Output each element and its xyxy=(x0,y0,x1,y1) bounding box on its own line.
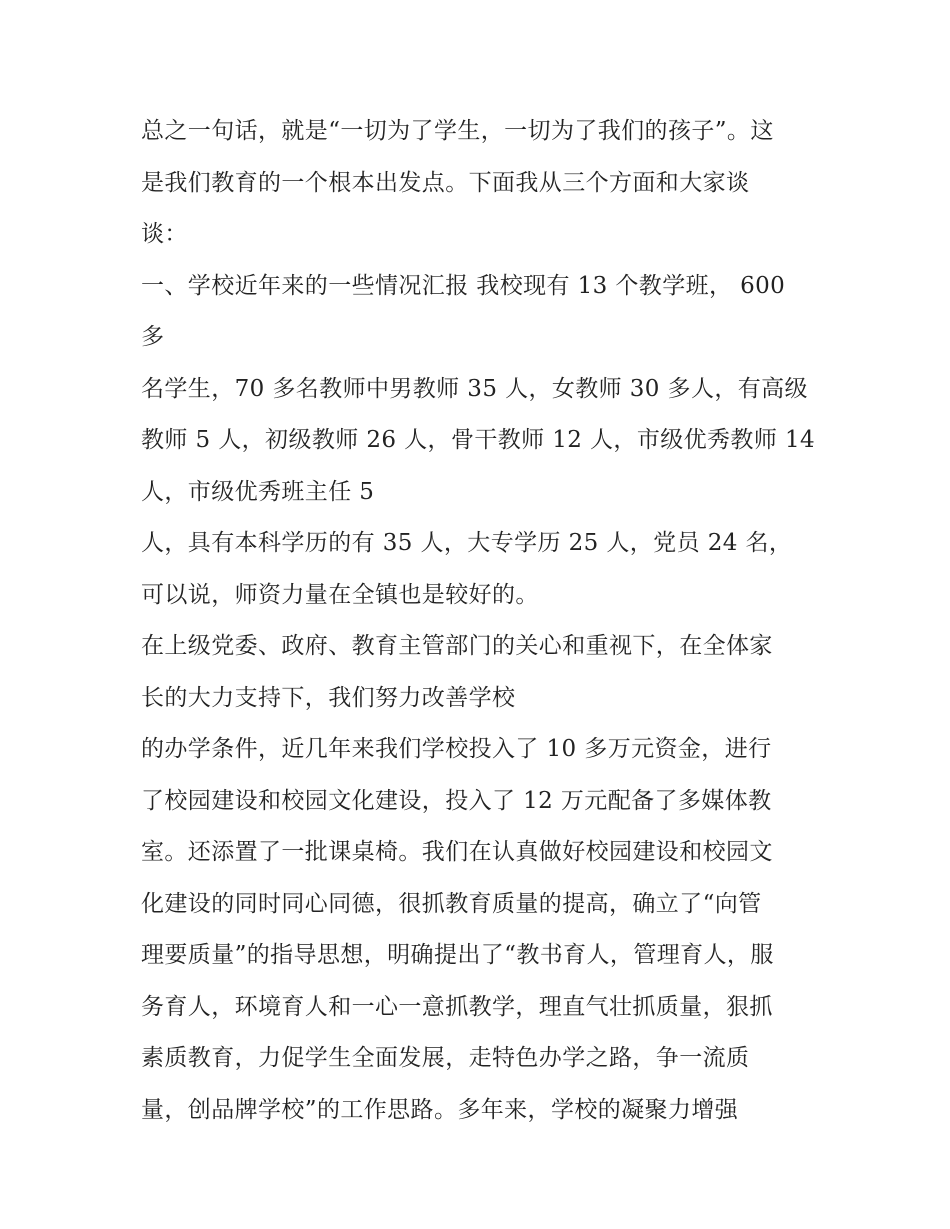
text-line: 谈： xyxy=(141,221,188,247)
text-line: 是我们教育的一个根本出发点。下面我从三个方面和大家谈 xyxy=(141,169,750,196)
text-line: 素质教育，力促学生全面发展，走特色办学之路，争一流质 xyxy=(141,1045,750,1071)
text-line: 人，具有本科学历的有 35 人，大专学历 25 人，党员 24 名， xyxy=(141,530,793,556)
text-line: 多 xyxy=(141,324,165,350)
text-line: 室。还添置了一批课桌椅。我们在认真做好校园建设和校园文 xyxy=(141,839,773,865)
text-line: 务育人，环境育人和一心一意抓教学，理直气壮抓质量，狠抓 xyxy=(141,993,773,1020)
text-line: 一、学校近年来的一些情况汇报 我校现有 13 个教学班， 600 xyxy=(141,272,786,299)
text-line: 教师 5 人，初级教师 26 人，骨干教师 12 人，市级优秀教师 14 xyxy=(141,427,816,453)
text-line: 可以说，师资力量在全镇也是较好的。 xyxy=(141,581,539,608)
body-text xyxy=(141,106,821,1136)
text-line: 人，市级优秀班主任 5 xyxy=(141,478,375,505)
text-line: 理要质量”的指导思想，明确提出了“教书育人，管理育人，服 xyxy=(141,942,774,968)
text-line: 名学生，70 多名教师中男教师 35 人，女教师 30 多人，有高级 xyxy=(141,375,808,402)
text-line: 长的大力支持下，我们努力改善学校 xyxy=(141,684,516,711)
text-line: 的办学条件，近几年来我们学校投入了 10 多万元资金，进行 xyxy=(141,736,772,762)
text-line: 量，创品牌学校”的工作思路。多年来，学校的凝聚力增强 xyxy=(141,1096,739,1123)
text-line: 在上级党委、政府、教育主管部门的关心和重视下，在全体家 xyxy=(141,633,773,659)
text-line: 总之一句话，就是“一切为了学生，一切为了我们的孩子”。这 xyxy=(141,118,774,144)
text-line: 化建设的同时同心同德，很抓教育质量的提高，确立了“向管 xyxy=(141,890,762,917)
text-line: 了校园建设和校园文化建设，投入了 12 万元配备了多媒体教 xyxy=(141,787,772,814)
